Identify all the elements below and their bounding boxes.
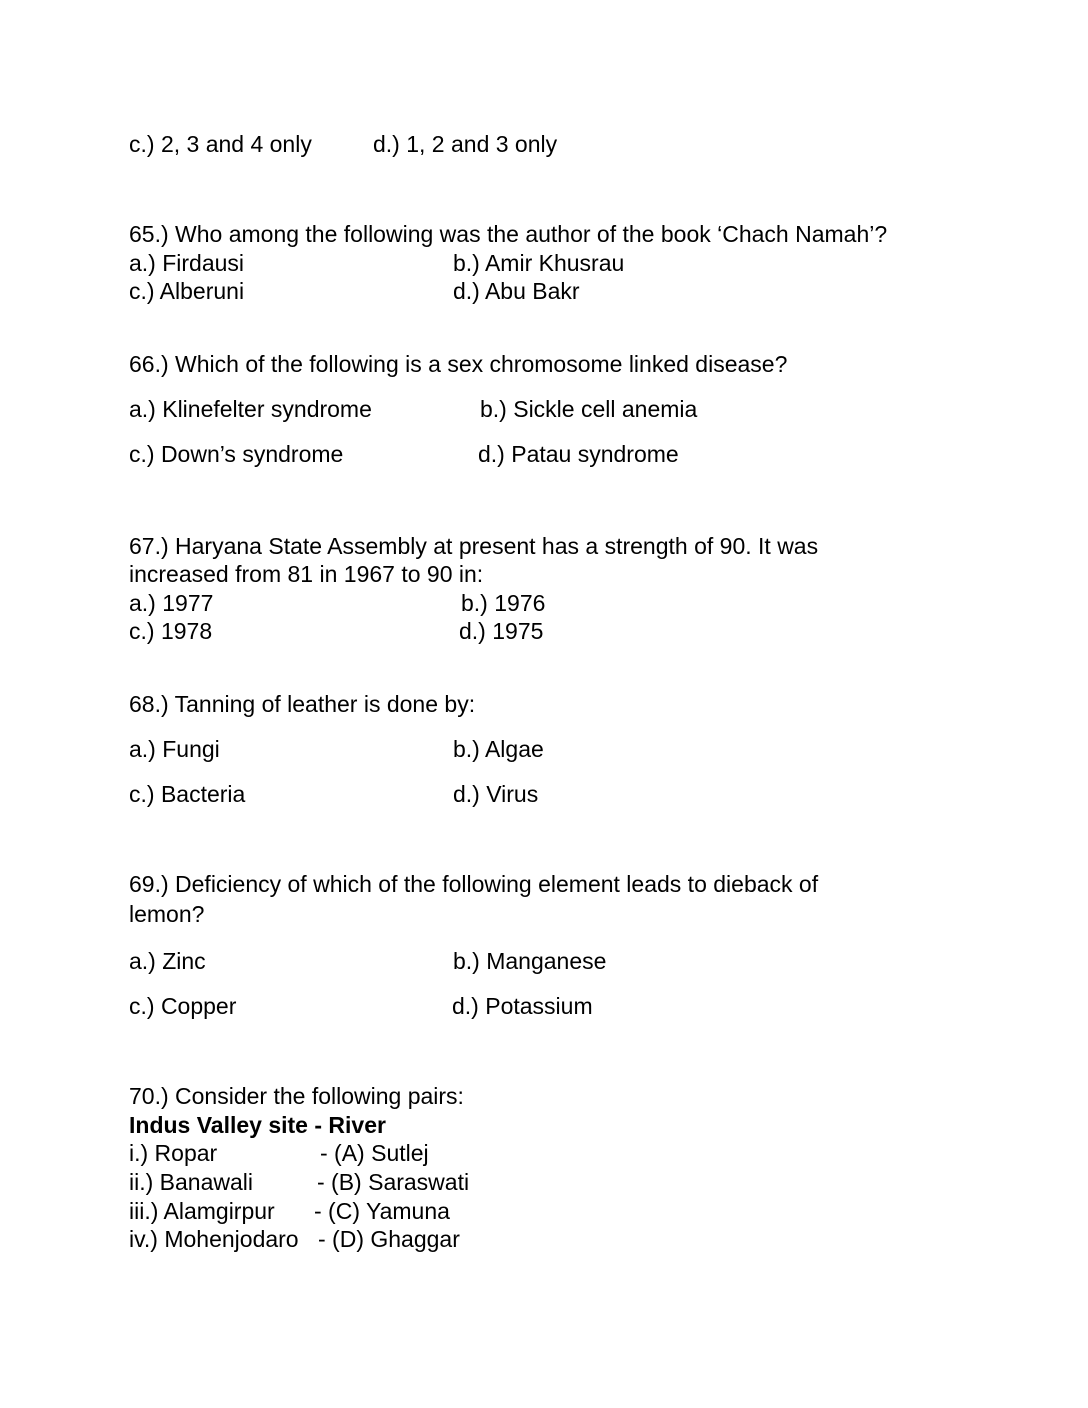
q70-pair-river: - (B) Saraswati xyxy=(317,1169,470,1195)
q70-table-heading: Indus Valley site - River xyxy=(129,1112,386,1138)
q70-question: 70.) Consider the following pairs: xyxy=(129,1083,464,1109)
q70-pair-river: - (C) Yamuna xyxy=(314,1198,450,1224)
q70-pair-site: ii.) Banawali xyxy=(129,1169,253,1195)
q70-pair-river: - (D) Ghaggar xyxy=(318,1226,460,1252)
q66-question: 66.) Which of the following is a sex chromosome linked disease? xyxy=(129,351,788,377)
q65-option-d: d.) Abu Bakr xyxy=(453,278,580,304)
q70-pair-site: iii.) Alamgirpur xyxy=(129,1198,275,1224)
q68-option-c: c.) Bacteria xyxy=(129,781,246,807)
q70-pair-river: - (A) Sutlej xyxy=(320,1140,429,1166)
q65-option-c: c.) Alberuni xyxy=(129,278,245,304)
q67-question-line1: 67.) Haryana State Assembly at present has a strength of 90. It was xyxy=(129,533,819,559)
q70-pair-site: iv.) Mohenjodaro xyxy=(129,1226,299,1252)
q67-option-b: b.) 1976 xyxy=(461,590,546,616)
q69-option-d: d.) Potassium xyxy=(452,993,593,1019)
q69-option-a: a.) Zinc xyxy=(129,948,206,974)
q66-option-c: c.) Down’s syndrome xyxy=(129,441,344,467)
q68-question: 68.) Tanning of leather is done by: xyxy=(129,691,476,717)
q69-question-line1: 69.) Deficiency of which of the following element leads to dieback of xyxy=(129,871,819,897)
q69-question-line2: lemon? xyxy=(129,901,205,927)
q67-option-d: d.) 1975 xyxy=(459,618,544,644)
q68-option-b: b.) Algae xyxy=(453,736,544,762)
q70-pair-site: i.) Ropar xyxy=(129,1140,218,1166)
q68-option-a: a.) Fungi xyxy=(129,736,220,762)
q64-option-c: c.) 2, 3 and 4 only xyxy=(129,131,312,157)
q64-option-d: d.) 1, 2 and 3 only xyxy=(373,131,558,157)
q66-option-d: d.) Patau syndrome xyxy=(478,441,679,467)
q66-option-b: b.) Sickle cell anemia xyxy=(480,396,698,422)
q67-option-c: c.) 1978 xyxy=(129,618,213,644)
q67-option-a: a.) 1977 xyxy=(129,590,214,616)
q68-option-d: d.) Virus xyxy=(453,781,539,807)
q65-option-b: b.) Amir Khusrau xyxy=(453,250,625,276)
q69-option-c: c.) Copper xyxy=(129,993,237,1019)
q67-question-line2: increased from 81 in 1967 to 90 in: xyxy=(129,561,484,587)
q66-option-a: a.) Klinefelter syndrome xyxy=(129,396,372,422)
q65-option-a: a.) Firdausi xyxy=(129,250,245,276)
q65-question: 65.) Who among the following was the author of the book ‘Chach Namah’? xyxy=(129,221,888,247)
q69-option-b: b.) Manganese xyxy=(453,948,607,974)
